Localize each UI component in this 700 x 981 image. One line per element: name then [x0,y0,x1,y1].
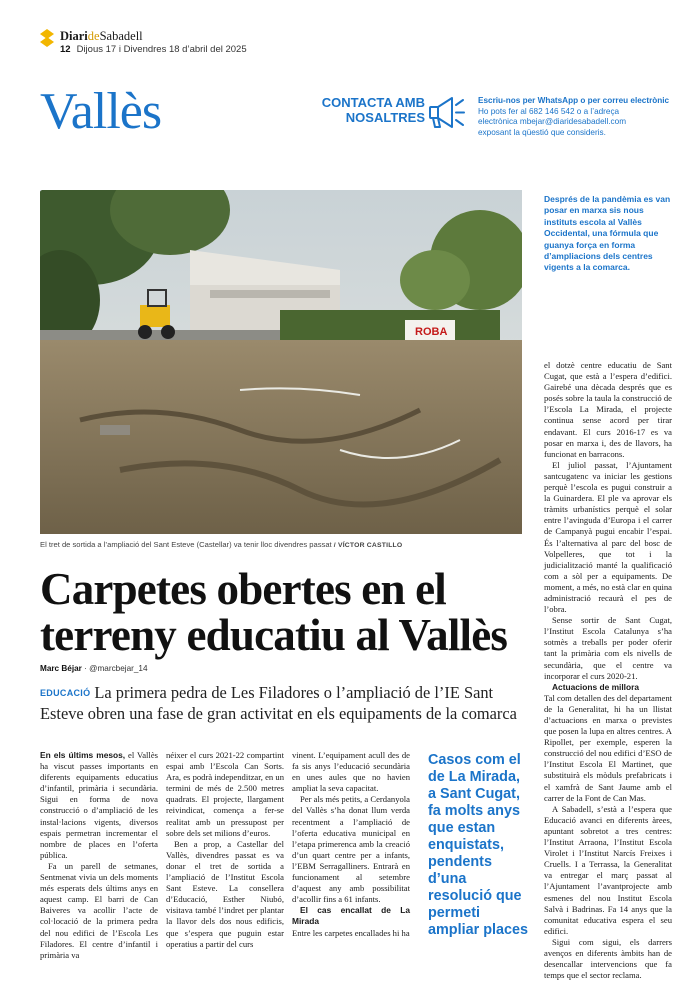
body-column-right: el dotzè centre educatiu de Sant Cugat, que està a l’espera d’edifici. Gairebé una dècada després que es posés sobre la taula la construcció de l’Escola La Mirada, el projecte continua sense acord per tirar endavant. El curs 2016-17 es va posar en marxa i, des de llavors, ha funcionat en barracons. El juliol passat, l’Ajuntament santcugatenc va iniciar les gestions perquè l’escola es pugui construir a la Guinardera. El ple va aprovar els tràmits urbanístics perquè el solar entre l’avinguda d’Europa i el carrer de Campanyà pugui encabir l’espai. És l’alternativa al parc del bosc de Volpelleres, que tot i la judicialització manté la qualificació com a sòl per a equipaments. De moment, a més, no està clar en quina administració recaurà el pes de l’obra. Sense sortir de Sant Cugat, l’Institut Escola Catalunya s’ha sotmès a treballs per poder oferir tant la primària com els nivells de secundària, que el centre va incorporar el curs 2020-21. Actuacions de millora Tal com detallen des del departament de la Generalitat, hi ha un llistat d’actuacions en marxa o previstes que posen la lupa en altres centres. A Ripollet, per exemple, esperen la construcció del nou edifici d’ESO de l’Institut Escola El Martinet, que substituirà els mòduls prefabricats i el xamfrà de Sant Jaume amb el carrer de la Font de Can Mas. A Sabadell, s’està a l’espera que Educació avanci en diferents àrees, apuntant sobretot a tres centres: l’Institut Arraona, l’Institut Escola Virolet i l’Institut Narcís Freixes i Cruells. I a Terrassa, la Generalitat va entregar el març passat al l’Ajuntament l’avantprojecte amb esmenes del nou Institut Escola Salvà i Badrinas. Fa 14 anys que la comunitat educativa espera el seu edifici. Sigui com sigui, els darrers avenços en diferents àmbits han de desencallar intervencions que fa temps que el sector reclama. [544,360,673,981]
photo-caption: El tret de sortida a l’ampliació del Sant Esteve (Castellar) va tenir lloc divendres passat / VÍCTOR CASTILLO [40,540,403,549]
page-dateline [60,44,247,55]
photo-credit: / VÍCTOR CASTILLO [333,542,403,549]
roba-banner-text: ROBA [415,326,448,338]
subhead-actuacions: Actuacions de millora [552,681,640,692]
issue-date: Dijous 17 i Divendres 18 d’abril del 2025 [76,44,247,55]
contact-info: Escriu-nos per WhatsApp o per correu electrònic Ho pots fer al 682 146 542 o a l’adreça electrònica mbejar@diaridesabadell.com exposant la qüestió que consideris. [478,96,670,137]
construction-site-photo [40,190,522,534]
section-tag: EDUCACIÓ [40,688,91,698]
standfirst: EDUCACIÓ La primera pedra de Les Filadores o l’ampliació de l’IE Sant Esteve obren una fase de gran activitat en els equipaments de la comarca [40,683,517,723]
brand-name: DiarideSabadell [60,29,143,43]
author-name: Marc Béjar [40,664,82,673]
megaphone-icon [426,94,468,132]
body-column-2: néixer el curs 2021-22 compartint espai amb l’Escola Can Sorts. Ara, es podrà independitzar, en un termini de més de 2.500 metres quadrats. El projecte, llargament reivindicat, comença a fer-se realitat amb un pressupost per sobre dels set milions d’euros. Ben a prop, a Castellar del Vallès, divendres passat es va donar el tret de sortida a l’ampliació de l’Institut Escola Sant Esteve. La consellera d’Educació, Esther Niubó, visitava també l’indret per plantar la llavor dels dos nous edificis, que s’espera que puguin estar operatius a partir del curs [166,750,284,949]
byline: Marc Béjar · @marcbejar_14 [40,664,148,673]
pull-quote: Casos com el de La Mirada, a Sant Cugat, fa molts anys que estan enquistats, pendents d’una resolució que permeti ampliar places [428,752,528,938]
side-caption: Després de la pandèmia es van posar en marxa sis nous instituts escola al Vallès Occidental, una fórmula que guanya força en forma d’ampliacions dels centres vigents a la comarca. [544,194,671,273]
diari-logo-icon [40,29,54,47]
section-title: Vallès [40,83,162,140]
article-headline: Carpetes obertes en el terreny educatiu al Vallès [40,564,508,660]
body-column-1: En els últims mesos, el Vallès ha viscut passes importants en diferents equipaments educatius d’infantil, primària i secundària. Sigui en forma de nova construcció o d’ampliació de les instal·lacions vigents, diversos espais permetran incrementar el nombre de places en l’oferta pública. Fa un parell de setmanes, Sentmenat vivia un dels moments més esperats dels últims anys en aquest camp. El barri de Can Baiveres va acollir l’acte de col·locació de la primera pedra del nou edifici de l’Escola Les Filadores. El centre d’infantil i primària va [40,750,158,960]
page-number: 12 [60,44,71,55]
contact-title: CONTACTA AMB NOSALTRES [321,95,425,125]
body-column-3: vinent. L’equipament acull des de fa sis anys l’educació secundària en unes aules que no havien ampliat la seva capacitat. Per als més petits, a Cerdanyola del Vallès s’ha donat llum verda recentment a l’ampliació de l’oferta educativa municipal en l’etapa primerenca amb la creació d’un quart centre per a infants, l’EBM Serragalliners. Entrarà en funcionament al setembre d’aquest any amb possibilitat d’acollir fins a 61 infants. El cas encallat de La Mirada Entre les carpetes encallades hi ha [292,750,410,938]
subhead-la-mirada: El cas encallat de La Mirada [292,905,410,927]
article-photo [40,190,522,534]
author-handle: @marcbejar_14 [89,664,148,673]
